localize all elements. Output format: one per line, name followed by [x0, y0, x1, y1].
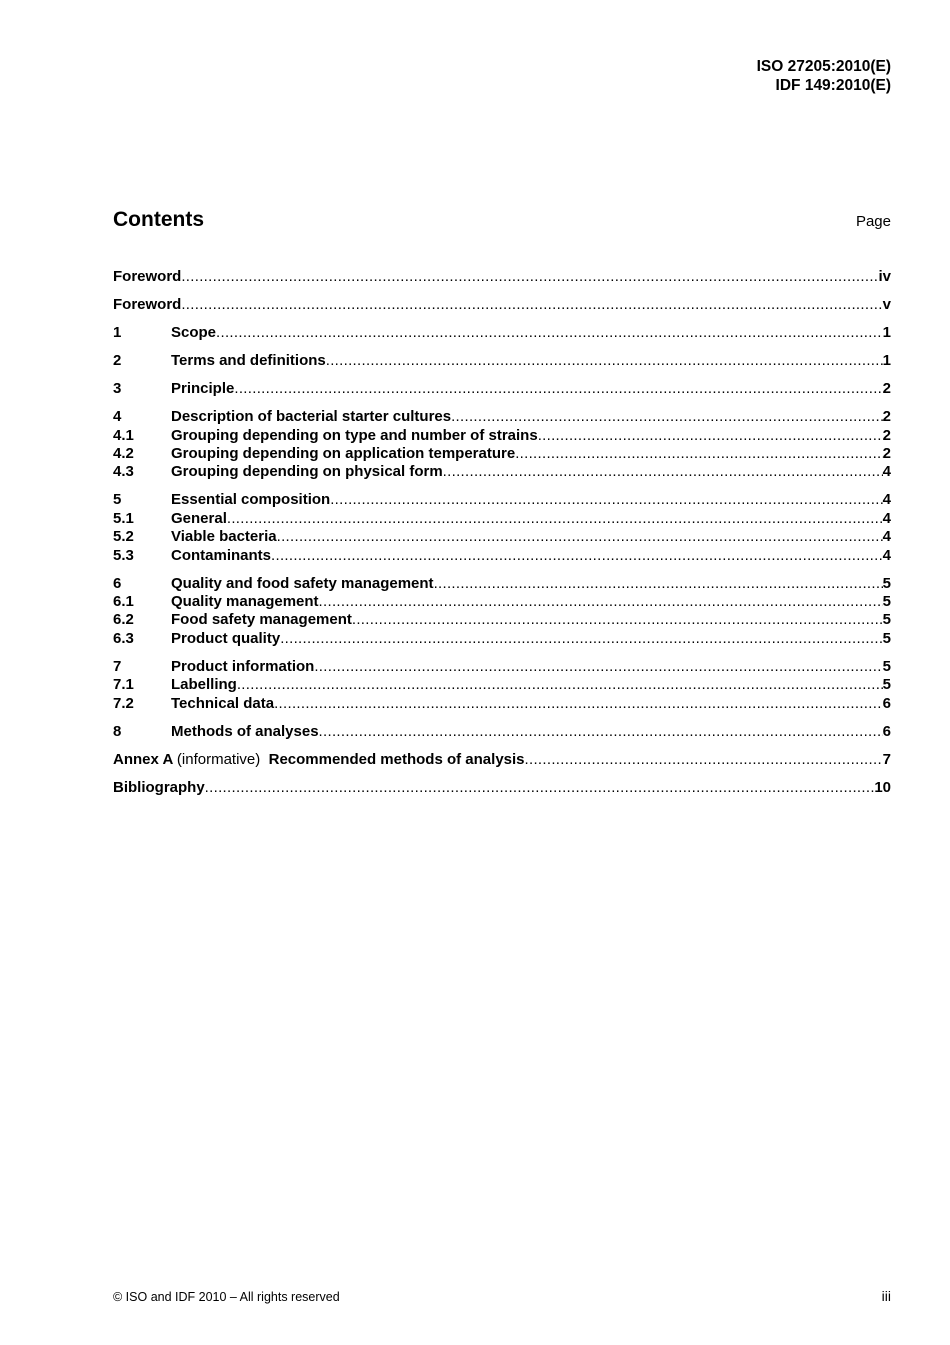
toc-entry-label: Contaminants: [171, 546, 272, 564]
toc-entry[interactable]: [113, 296, 891, 314]
dot-leader: [451, 408, 883, 426]
annex-designation: Annex A: [113, 750, 173, 768]
toc-entry-number: 3: [113, 380, 122, 398]
toc-entry[interactable]: [113, 750, 891, 768]
toc-entry[interactable]: [113, 629, 891, 647]
toc-entry-page: 1: [882, 324, 891, 342]
toc-entry-page: 2: [882, 426, 891, 444]
toc-entry-number: 6.2: [113, 611, 134, 629]
toc-entry-page: 4: [882, 463, 891, 481]
dot-leader: [216, 324, 883, 342]
toc-entry[interactable]: [113, 574, 891, 592]
toc-entry-number: 5: [113, 491, 122, 509]
toc-entry-label: Principle: [171, 380, 235, 398]
toc-entry-number: 7: [113, 657, 122, 675]
toc-entry[interactable]: [113, 352, 891, 370]
toc-entry-page: v: [882, 296, 891, 314]
toc-entry[interactable]: [113, 694, 891, 712]
toc-entry-label: Viable bacteria: [171, 528, 277, 546]
toc-entry[interactable]: [113, 445, 891, 463]
toc-entry-label: Quality and food safety management: [171, 574, 434, 592]
toc-entry-page: 5: [882, 676, 891, 694]
toc-group: [113, 574, 891, 648]
toc-entry[interactable]: [113, 463, 891, 481]
toc-group: [113, 657, 891, 712]
toc-entry-label: Scope: [171, 324, 217, 342]
toc-entry-label: Foreword: [113, 296, 182, 314]
dot-leader: [538, 427, 883, 445]
toc-entry-page: 1: [882, 352, 891, 370]
toc-entry[interactable]: [113, 546, 891, 564]
toc-entry-page: 5: [882, 574, 891, 592]
toc-entry-page: 5: [882, 611, 891, 629]
toc-entry[interactable]: [113, 657, 891, 675]
page-number: iii: [881, 1288, 891, 1304]
dot-leader: [319, 723, 883, 741]
toc-group: [113, 408, 891, 482]
toc-entry-page: 5: [882, 657, 891, 675]
dot-leader: [352, 611, 883, 629]
contents-heading: [113, 208, 891, 232]
dot-leader: [271, 547, 883, 565]
dot-leader: [205, 779, 875, 797]
toc-entry-page: 4: [882, 491, 891, 509]
toc-entry-number: 4.2: [113, 445, 134, 463]
page-column-label: Page: [855, 213, 891, 230]
toc-entry-label: Description of bacterial starter cultures: [171, 408, 452, 426]
toc-entry-number: 5.2: [113, 528, 134, 546]
toc-entry-page: iv: [878, 268, 891, 286]
toc-entry-label: Product information: [171, 657, 315, 675]
toc-entry-page: 7: [882, 750, 891, 768]
dot-leader: [515, 445, 882, 463]
toc-entry-page: 2: [882, 408, 891, 426]
dot-leader: [326, 352, 883, 370]
dot-leader: [319, 593, 883, 611]
idf-standard-number: IDF 149:2010(E): [775, 77, 891, 94]
toc-entry-number: 7.2: [113, 694, 134, 712]
toc-entry-page: 4: [882, 528, 891, 546]
toc-group: [113, 268, 891, 286]
toc-group: [113, 491, 891, 565]
toc-entry-label: Bibliography: [113, 778, 205, 796]
toc-group: [113, 324, 891, 342]
toc-entry-page: 5: [882, 593, 891, 611]
dot-leader: [330, 491, 882, 509]
toc-entry-number: 4.3: [113, 463, 134, 481]
dot-leader: [443, 463, 883, 481]
toc-entry[interactable]: [113, 380, 891, 398]
toc-entry-number: 4.1: [113, 426, 134, 444]
toc-entry-page: 2: [882, 380, 891, 398]
toc-entry[interactable]: [113, 611, 891, 629]
toc-group: [113, 778, 891, 796]
toc-entry[interactable]: [113, 491, 891, 509]
page-title: Contents: [113, 208, 204, 231]
toc-entry-label: Methods of analyses: [171, 722, 319, 740]
dot-leader: [314, 658, 882, 676]
dot-leader: [227, 510, 883, 528]
table-of-contents: [113, 268, 891, 806]
toc-entry-label: Food safety management: [171, 611, 352, 629]
toc-entry[interactable]: [113, 268, 891, 286]
toc-entry-label: Quality management: [171, 593, 319, 611]
toc-entry-label: Labelling: [171, 676, 237, 694]
toc-entry-page: 5: [882, 629, 891, 647]
toc-entry-number: 5.3: [113, 546, 134, 564]
toc-entry-number: 2: [113, 352, 122, 370]
toc-entry-number: 5.1: [113, 509, 134, 527]
toc-entry-label: Grouping depending on type and number of strains: [171, 426, 538, 444]
toc-entry-label: Foreword: [113, 268, 182, 286]
toc-entry-number: 1: [113, 324, 122, 342]
page-footer: [113, 1288, 891, 1304]
toc-entry-page: 10: [874, 778, 891, 796]
toc-group: [113, 380, 891, 398]
iso-standard-number: ISO 27205:2010(E): [756, 58, 891, 75]
toc-entry-page: 2: [882, 445, 891, 463]
dot-leader: [234, 380, 882, 398]
dot-leader: [181, 296, 882, 314]
toc-entry-label: Grouping depending on physical form: [171, 463, 443, 481]
dot-leader: [237, 676, 883, 694]
toc-entry-label: Product quality: [171, 629, 281, 647]
toc-entry-page: 6: [882, 722, 891, 740]
toc-entry-label: Grouping depending on application temperature: [171, 445, 516, 463]
dot-leader: [280, 630, 882, 648]
toc-entry-label: Terms and definitions: [171, 352, 326, 370]
toc-entry-number: 6: [113, 574, 122, 592]
toc-entry-number: 6.1: [113, 593, 134, 611]
toc-entry-number: 8: [113, 722, 122, 740]
dot-leader: [434, 575, 883, 593]
toc-entry-page: 6: [882, 694, 891, 712]
toc-entry[interactable]: [113, 593, 891, 611]
toc-entry[interactable]: [113, 722, 891, 740]
toc-entry[interactable]: [113, 528, 891, 546]
toc-entry-page: 4: [882, 509, 891, 527]
toc-entry-page: 4: [882, 546, 891, 564]
toc-group: [113, 750, 891, 768]
toc-entry-label: [113, 751, 525, 769]
copyright-notice: © ISO and IDF 2010 – All rights reserved: [113, 1290, 340, 1304]
toc-group: [113, 722, 891, 740]
toc-entry[interactable]: [113, 509, 891, 527]
annex-note: (informative): [176, 750, 261, 768]
toc-group: [113, 352, 891, 370]
toc-entry-label: General: [171, 509, 227, 527]
dot-leader: [181, 268, 878, 286]
toc-entry[interactable]: [113, 324, 891, 342]
document-identifier: [757, 57, 891, 95]
toc-entry[interactable]: [113, 778, 891, 796]
dot-leader: [277, 528, 883, 546]
toc-entry[interactable]: [113, 426, 891, 444]
toc-entry-number: 4: [113, 408, 122, 426]
toc-entry-number: 6.3: [113, 629, 134, 647]
toc-entry-label: Technical data: [171, 694, 275, 712]
toc-entry[interactable]: [113, 408, 891, 426]
dot-leader: [274, 695, 883, 713]
toc-group: [113, 296, 891, 314]
toc-entry[interactable]: [113, 676, 891, 694]
toc-entry-label: Essential composition: [171, 491, 331, 509]
toc-entry-number: 7.1: [113, 676, 134, 694]
dot-leader: [525, 751, 883, 769]
annex-title: Recommended methods of analysis: [268, 750, 525, 768]
